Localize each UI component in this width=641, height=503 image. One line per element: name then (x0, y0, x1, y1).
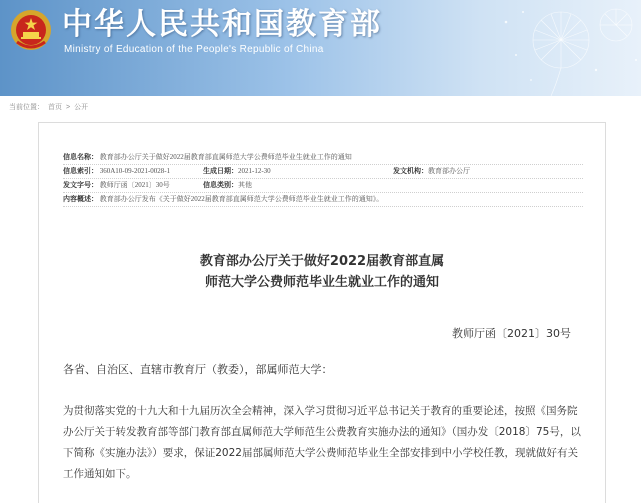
meta-row-summary (63, 193, 583, 207)
index-value: 360A10-09-2021-0028-1 (99, 167, 171, 175)
document-addressee: 各省、自治区、直辖市教育厅（教委），部属师范大学： (63, 363, 333, 376)
meta-row-docno (63, 179, 583, 193)
date-label: 生成日期： (203, 167, 238, 175)
name-value: 教育部办公厅关于做好2022届教育部直属师范大学公费师范毕业生就业工作的通知 (99, 153, 352, 161)
type-value: 其他 (238, 181, 252, 189)
summary-value: 教育部办公厅发布《关于做好2022届教育部直属师范大学公费师范毕业生就业工作的通知》。 (99, 195, 384, 203)
org-value: 教育部办公厅 (428, 167, 470, 175)
index-label: 信息索引： (63, 167, 98, 175)
date-value: 2021-12-30 (238, 167, 271, 175)
site-title: 中华人民共和国教育部 (62, 7, 382, 42)
breadcrumb-home[interactable]: 首页 (48, 104, 62, 111)
article-container (38, 122, 606, 503)
site-subtitle: Ministry of Education of the People's Republic of China (64, 44, 324, 55)
meta-row-name (63, 151, 583, 165)
breadcrumb-public[interactable]: 公开 (74, 104, 89, 111)
document-title (39, 251, 605, 293)
document-number: 教师厅函〔2021〕30号 (452, 327, 571, 340)
document-title-line-1: 教育部办公厅关于做好2022届教育部直属 (199, 254, 445, 269)
dandelion-decoration (411, 0, 641, 96)
breadcrumb-label: 当前位置： (9, 104, 44, 111)
docno-label: 发文字号： (63, 181, 98, 189)
org-label: 发文机构： (393, 167, 428, 175)
national-emblem-icon (9, 8, 53, 52)
site-header (0, 0, 641, 96)
name-label: 信息名称： (63, 153, 98, 161)
document-title-line-2: 师范大学公费师范毕业生就业工作的通知 (204, 275, 439, 290)
breadcrumb (9, 102, 92, 112)
docno-value: 教师厅函〔2021〕30号 (99, 181, 170, 189)
document-paragraph: 为贯彻落实党的十九大和十九届历次全会精神，深入学习贯彻习近平总书记关于教育的重要论述，按照《国务院办公厅关于转发教育部等部门教育部直属师范大学师范生公费教育实施办法的通知》（国办发〔2018〕75号，以下简称《实施办法》）要求，保证2022届部属师范大学公费师范毕业生全部安排到中小学校任教，现就做好有关工作通知如下。 (63, 405, 581, 480)
breadcrumb-separator: > (66, 104, 71, 111)
meta-row-index (63, 165, 583, 179)
summary-label: 内容概述： (63, 195, 98, 203)
type-label: 信息类别： (203, 181, 238, 189)
info-table (63, 151, 583, 207)
